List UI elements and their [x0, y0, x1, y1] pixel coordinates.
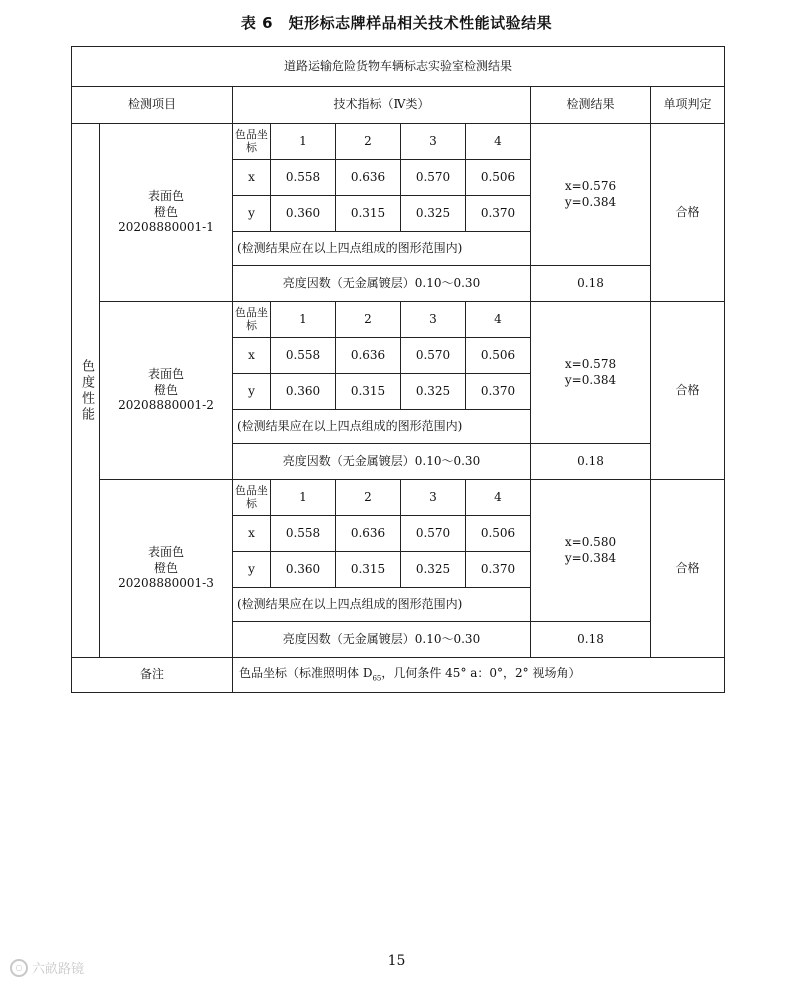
header-row: [72, 87, 725, 124]
result-y-value: y=0.384: [564, 372, 617, 387]
note-text: [233, 658, 725, 693]
note-text-main: 色品坐标（标准照明体 D: [239, 666, 373, 681]
page-number: 15: [387, 953, 406, 969]
sample-color: 橙色: [153, 560, 178, 575]
point-label: 1: [271, 302, 336, 338]
result-x-value: x=0.578: [564, 356, 617, 371]
x-value: 0.506: [466, 516, 531, 552]
y-label: y: [233, 196, 271, 232]
caption-row: [72, 47, 725, 87]
luminance-result: 0.18: [531, 444, 651, 480]
x-value: 0.570: [401, 516, 466, 552]
sample-surface: 表面色: [147, 367, 184, 382]
watermark-text: 六畝路镜: [32, 962, 85, 977]
sample-cell: [100, 124, 233, 302]
y-value: 0.360: [271, 374, 336, 410]
y-value: 0.315: [336, 196, 401, 232]
x-value: 0.558: [271, 338, 336, 374]
watermark-logo-icon: ○: [10, 959, 28, 977]
x-value: 0.636: [336, 160, 401, 196]
range-note: (检测结果应在以上四点组成的图形范围内): [233, 232, 531, 266]
note-label: 备注: [72, 658, 233, 693]
sample-surface: 表面色: [147, 189, 184, 204]
x-value: 0.506: [466, 160, 531, 196]
note-illuminant-subscript: 65: [372, 674, 382, 683]
x-value: 0.558: [271, 160, 336, 196]
results-table: [71, 46, 725, 693]
y-value: 0.315: [336, 552, 401, 588]
point-label: 2: [336, 124, 401, 160]
sample-color: 橙色: [153, 204, 178, 219]
chromaticity-result: [531, 480, 651, 622]
y-value: 0.360: [271, 196, 336, 232]
x-value: 0.570: [401, 338, 466, 374]
y-label: y: [233, 552, 271, 588]
y-value: 0.325: [401, 552, 466, 588]
result-y-value: y=0.384: [564, 550, 617, 565]
x-label: x: [233, 160, 271, 196]
luminance-spec: 亮度因数（无金属镀层）0.10～0.30: [233, 444, 531, 480]
x-value: 0.506: [466, 338, 531, 374]
y-value: 0.370: [466, 374, 531, 410]
sample-id: 20208880001-1: [118, 220, 214, 235]
note-row: [72, 658, 725, 693]
point-label: 3: [401, 302, 466, 338]
sample-surface: 表面色: [147, 545, 184, 560]
y-value: 0.360: [271, 552, 336, 588]
coord-label: 色品坐标: [233, 124, 271, 160]
header-item: 检测项目: [72, 87, 233, 124]
y-value: 0.370: [466, 196, 531, 232]
point-label: 3: [401, 124, 466, 160]
luminance-result: 0.18: [531, 622, 651, 658]
note-text-rest: ，几何条件 45° a：0°，2° 视场角）: [381, 666, 581, 681]
range-note: (检测结果应在以上四点组成的图形范围内): [233, 410, 531, 444]
coord-label: 色品坐标: [233, 302, 271, 338]
chromaticity-result: [531, 124, 651, 266]
sample-id: 20208880001-3: [118, 576, 214, 591]
chromaticity-result: [531, 302, 651, 444]
header-judgement: 单项判定: [651, 87, 725, 124]
point-label: 4: [466, 124, 531, 160]
judgement-cell: 合格: [651, 124, 725, 302]
sample-cell: [100, 302, 233, 480]
watermark: [10, 958, 84, 977]
table-row: [72, 124, 725, 160]
point-label: 1: [271, 124, 336, 160]
point-label: 4: [466, 480, 531, 516]
point-label: 3: [401, 480, 466, 516]
table-row: [72, 302, 725, 338]
luminance-result: 0.18: [531, 266, 651, 302]
point-label: 2: [336, 480, 401, 516]
x-label: x: [233, 516, 271, 552]
table-row: [72, 480, 725, 516]
header-spec: 技术指标（Ⅳ类）: [233, 87, 531, 124]
range-note: (检测结果应在以上四点组成的图形范围内): [233, 588, 531, 622]
luminance-spec: 亮度因数（无金属镀层）0.10～0.30: [233, 266, 531, 302]
table-caption: 道路运输危险货物车辆标志实验室检测结果: [72, 47, 725, 87]
coord-label: 色品坐标: [233, 480, 271, 516]
judgement-cell: 合格: [651, 302, 725, 480]
y-value: 0.325: [401, 374, 466, 410]
x-value: 0.570: [401, 160, 466, 196]
y-value: 0.325: [401, 196, 466, 232]
header-result: 检测结果: [531, 87, 651, 124]
result-y-value: y=0.384: [564, 194, 617, 209]
y-label: y: [233, 374, 271, 410]
point-label: 4: [466, 302, 531, 338]
y-value: 0.315: [336, 374, 401, 410]
x-value: 0.636: [336, 516, 401, 552]
x-value: 0.558: [271, 516, 336, 552]
result-x-value: x=0.580: [564, 534, 617, 549]
x-label: x: [233, 338, 271, 374]
y-value: 0.370: [466, 552, 531, 588]
category-cell: 色度性能: [72, 124, 100, 658]
sample-id: 20208880001-2: [118, 398, 214, 413]
table-title: 表 6 矩形标志牌样品相关技术性能试验结果: [240, 14, 553, 32]
x-value: 0.636: [336, 338, 401, 374]
result-x-value: x=0.576: [564, 178, 617, 193]
sample-cell: [100, 480, 233, 658]
judgement-cell: 合格: [651, 480, 725, 658]
luminance-spec: 亮度因数（无金属镀层）0.10～0.30: [233, 622, 531, 658]
sample-color: 橙色: [153, 382, 178, 397]
point-label: 2: [336, 302, 401, 338]
point-label: 1: [271, 480, 336, 516]
